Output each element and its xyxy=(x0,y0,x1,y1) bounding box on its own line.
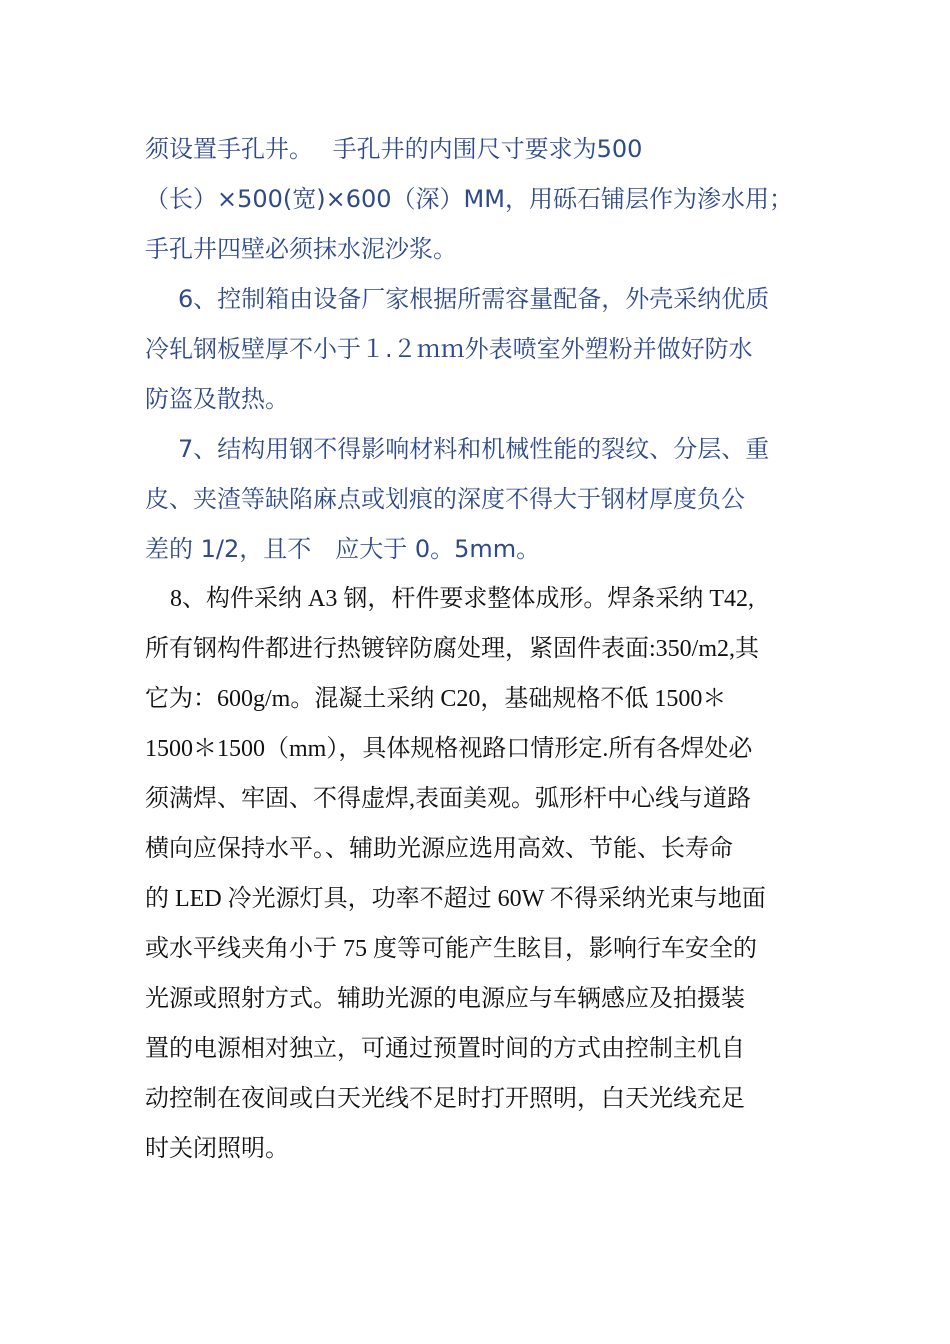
text-line: 或水平线夹角小于 75 度等可能产生眩目，影响行车安全的 xyxy=(145,936,757,962)
text-line: 动控制在夜间或白天光线不足时打开照明，白天光线充足 xyxy=(145,1086,745,1112)
text-line: 横向应保持水平。、辅助光源应选用高效、节能、长寿命 xyxy=(145,836,733,862)
text-line: 须设置手孔井。 手孔井的内围尺寸要求为500 xyxy=(145,135,643,163)
text-line: 置的电源相对独立，可通过预置时间的方式由控制主机自 xyxy=(145,1036,745,1062)
text-line: 它为：600g/m。混凝土采纳 C20，基础规格不低 1500＊ xyxy=(145,686,727,712)
text-line: 皮、夹渣等缺陷麻点或划痕的深度不得大于钢材厚度负公 xyxy=(145,485,745,513)
text-line: 1500＊1500（mm），具体规格视路口情形定.所有各焊处必 xyxy=(145,736,753,762)
text-line: 冷轧钢板壁厚不小于１.２ｍｍ外表喷室外塑粉并做好防水 xyxy=(145,335,753,363)
text-line: 须满焊、牢固、不得虚焊,表面美观。弧形杆中心线与道路 xyxy=(145,786,751,812)
text-line: 防盗及散热。 xyxy=(145,385,289,413)
text-line: 差的 1/2，且不 应大于 0。5mm。 xyxy=(145,535,541,563)
text-line: 时关闭照明。 xyxy=(145,1136,289,1162)
text-line: 光源或照射方式。辅助光源的电源应与车辆感应及拍摄装 xyxy=(145,986,745,1012)
text-line: 手孔井四壁必须抹水泥沙浆。 xyxy=(145,235,457,263)
text-line: 所有钢构件都进行热镀锌防腐处理，紧固件表面:350/m2,其 xyxy=(145,636,760,662)
text-line: 8、构件采纳 A3 钢，杆件要求整体成形。焊条采纳 T42, xyxy=(170,586,754,612)
text-line: 6、控制箱由设备厂家根据所需容量配备，外壳采纳优质 xyxy=(178,285,770,313)
text-line: 7、结构用钢不得影响材料和机械性能的裂纹、分层、重 xyxy=(178,435,770,463)
text-line: 的 LED 冷光源灯具，功率不超过 60W 不得采纳光束与地面 xyxy=(145,886,766,912)
text-line: （长）×500(宽)×600（深）MM，用砾石铺层作为渗水用； xyxy=(145,185,793,213)
